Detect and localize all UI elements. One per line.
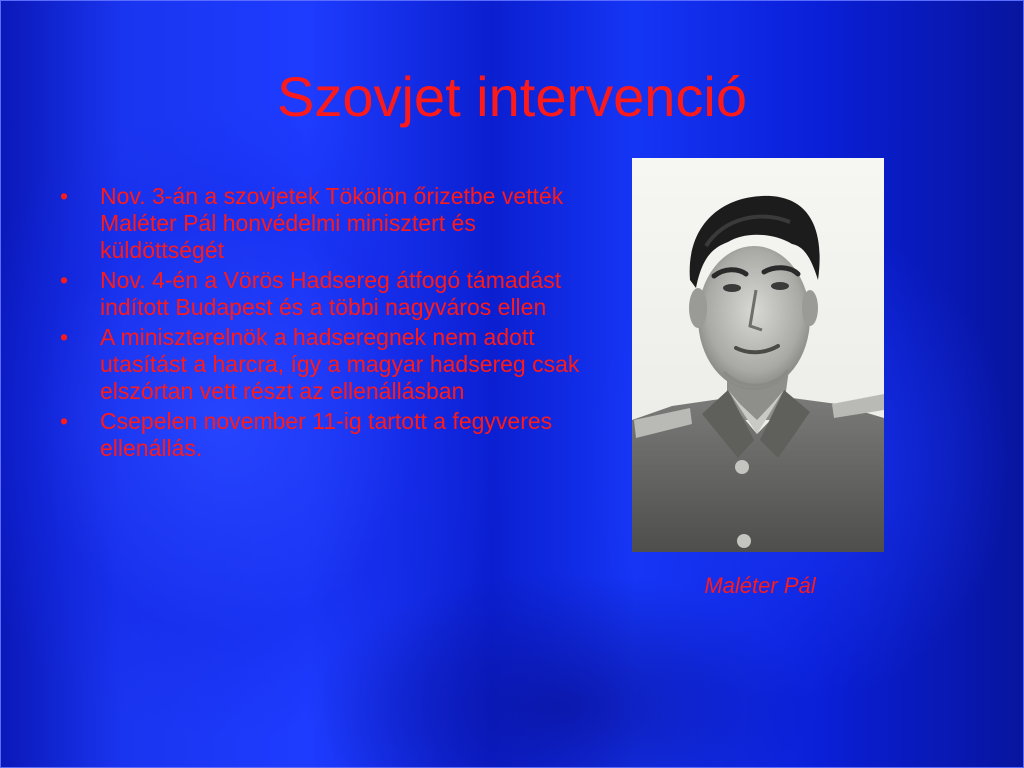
photo-caption: Maléter Pál: [704, 573, 816, 598]
bullet-text: Nov. 4-én a Vörös Hadsereg átfogó támadást indított Budapest és a többi nagyváros ellen: [100, 267, 562, 320]
bullet-item: [58, 183, 583, 264]
bullet-item: [58, 408, 583, 462]
bullet-list: [58, 183, 583, 465]
bullet-marker: •: [60, 183, 69, 209]
slide-title: Szovjet intervenció: [276, 65, 747, 128]
bullet-marker: •: [60, 267, 69, 293]
bullet-marker: •: [60, 324, 69, 350]
portrait-illustration: [632, 158, 884, 552]
bullet-text: Csepelen november 11-ig tartott a fegyveres ellenállás.: [100, 408, 553, 461]
bullet-text: Nov. 3-án a szovjetek Tökölön őrizetbe vették Maléter Pál honvédelmi minisztert és küldöttségét: [100, 183, 564, 263]
bullet-text: A miniszterelnök a hadseregnek nem adott utasítást a harcra, így a magyar hadsereg csak elszórtan vett részt az ellenállásban: [100, 324, 580, 404]
bullet-item: [58, 324, 583, 405]
portrait-photo: [632, 158, 884, 552]
bullet-marker: •: [60, 408, 69, 434]
bullet-item: [58, 267, 583, 321]
